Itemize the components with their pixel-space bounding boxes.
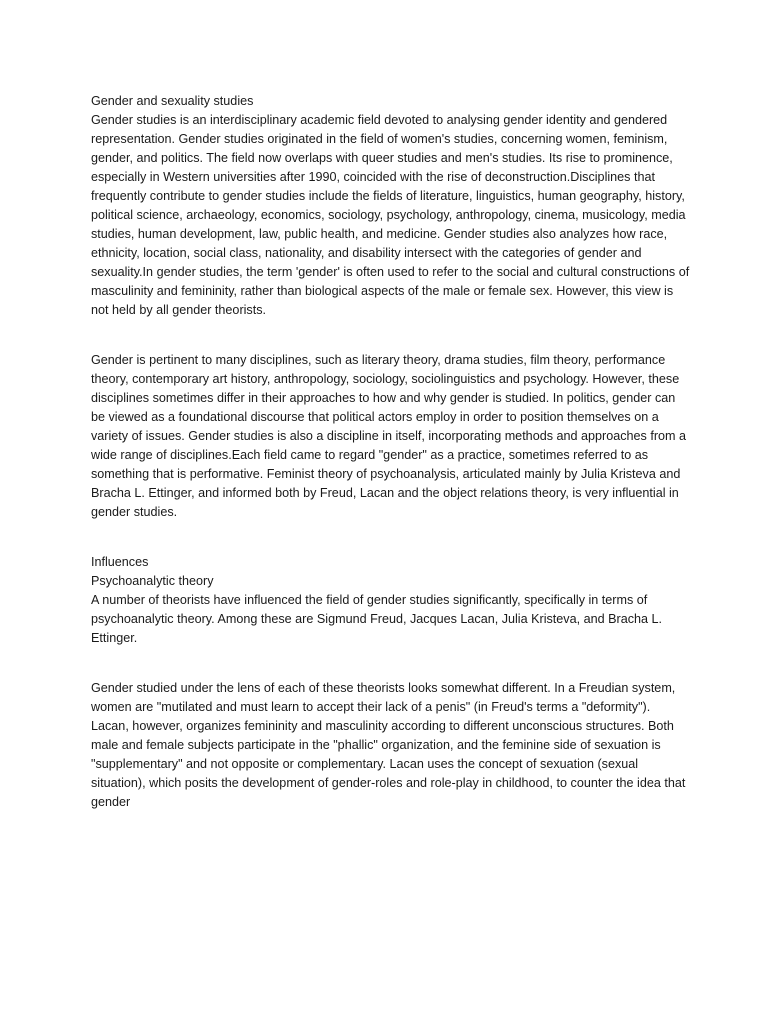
document-page: [91, 92, 691, 812]
section-heading-influences: Influences: [91, 555, 149, 569]
paragraph-gap: [91, 320, 691, 351]
paragraph-gap: [91, 522, 691, 553]
subsection-heading-psychoanalytic-theory: Psychoanalytic theory: [91, 574, 214, 588]
paragraph-theorist-lens: Gender studied under the lens of each of these theorists looks somewhat different. In a Freudian system, women are "mutilated and must learn to accept their lack of a penis" (in Freud's terms a "deformity"). Lacan, however, organizes femininity and masculinity according to different unconscious structures. Both male and female subjects participate in the "phallic" organization, and the feminine side of sexuation is "supplementary" and not opposite or complementary. Lacan uses the concept of sexuation (sexual situation), which posits the development of gender-roles and role-play in childhood, to counter the idea that gender: [91, 681, 686, 809]
paragraph-psychoanalytic-theorists: A number of theorists have influenced the field of gender studies significantly, specifically in terms of psychoanalytic theory. Among these are Sigmund Freud, Jacques Lacan, Julia Kristeva, and Bracha L. Ettinger.: [91, 593, 663, 645]
document-title: Gender and sexuality studies: [91, 94, 254, 108]
paragraph-gender-studies-definition: Gender studies is an interdisciplinary academic field devoted to analysing gender identity and gendered representation. Gender studies originated in the field of women's studies, concerning women, feminism, gender, and politics. The field now overlaps with queer studies and men's studies. Its rise to prominence, especially in Western universities after 1990, coincided with the rise of deconstruction.Disciplines that frequently contribute to gender studies include the fields of literature, linguistics, human geography, history, political science, archaeology, economics, sociology, psychology, anthropology, cinema, musicology, media studies, human development, law, public health, and medicine. Gender studies also analyzes how race, ethnicity, location, social class, nationality, and disability intersect with the categories of gender and sexuality.In gender studies, the term 'gender' is often used to refer to the social and cultural constructions of masculinity and femininity, rather than biological aspects of the male or female sex. However, this view is not held by all gender theorists.: [91, 113, 690, 317]
paragraph-gap: [91, 648, 691, 679]
paragraph-gender-disciplines: Gender is pertinent to many disciplines, such as literary theory, drama studies, film theory, performance theory, contemporary art history, anthropology, sociology, sociolinguistics and psychology. However, these disciplines sometimes differ in their approaches to how and why gender is studied. In politics, gender can be viewed as a foundational discourse that political actors employ in order to position themselves on a variety of issues. Gender studies is also a discipline in itself, incorporating methods and approaches from a wide range of disciplines.Each field came to regard "gender" as a practice, sometimes referred to as something that is performative. Feminist theory of psychoanalysis, articulated mainly by Julia Kristeva and Bracha L. Ettinger, and informed both by Freud, Lacan and the object relations theory, is very influential in gender studies.: [91, 353, 687, 519]
